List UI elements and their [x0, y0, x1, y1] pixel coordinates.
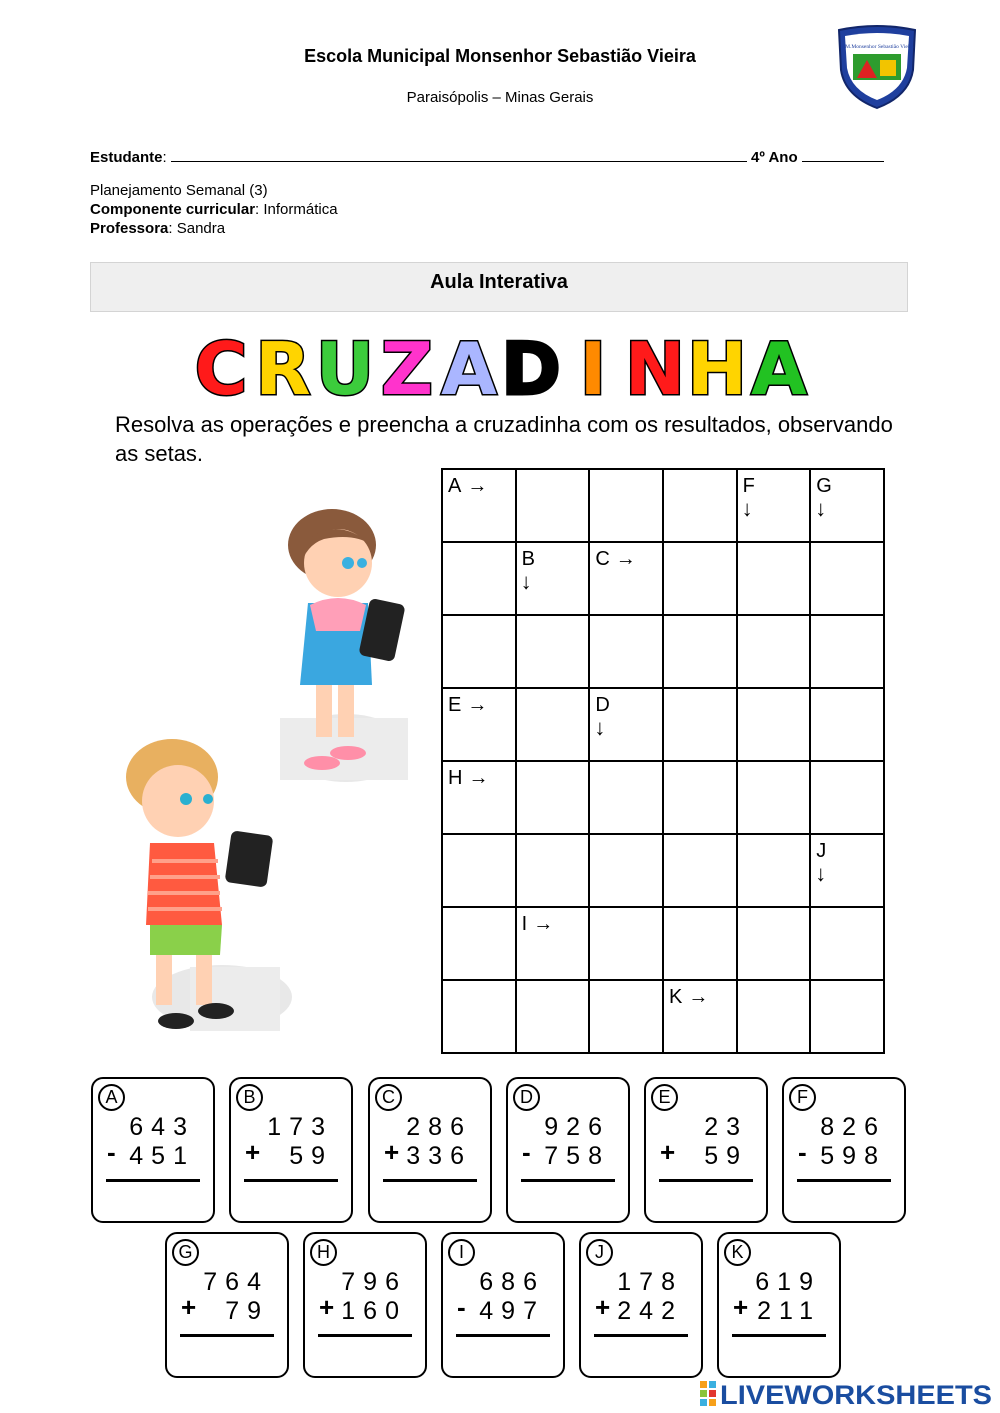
- operand-bottom: 497: [479, 1297, 545, 1325]
- clue-marker: [669, 986, 708, 1008]
- operation-card-d: [506, 1077, 630, 1223]
- grid-cell[interactable]: [737, 542, 811, 615]
- operation-card-j: [579, 1232, 703, 1378]
- grid-cell[interactable]: [663, 907, 737, 980]
- grid-cell[interactable]: [442, 615, 516, 688]
- grid-cell-k[interactable]: [663, 980, 737, 1053]
- operand-bottom: 336: [406, 1142, 472, 1170]
- grid-cell[interactable]: [589, 907, 663, 980]
- brand-text: LIVEWORKSHEETS: [720, 1380, 992, 1410]
- operand-top: 23: [704, 1113, 748, 1141]
- clue-label: F: [742, 475, 755, 497]
- operand-top: 286: [406, 1113, 472, 1141]
- grid-cell[interactable]: [516, 761, 590, 834]
- operand-top: 764: [203, 1268, 269, 1296]
- grid-cell[interactable]: [516, 834, 590, 907]
- school-crest-logo: [833, 24, 921, 110]
- result-line[interactable]: [797, 1179, 891, 1182]
- clue-label: A: [448, 475, 462, 497]
- operator-sign: +: [181, 1292, 197, 1322]
- clue-marker: [448, 767, 488, 789]
- operation-label-badge: H: [310, 1239, 337, 1266]
- clue-marker: [743, 475, 755, 519]
- operation-label-badge: I: [448, 1239, 475, 1266]
- clue-label: D: [595, 694, 610, 716]
- arrow-right-icon: →: [467, 475, 488, 497]
- operation-label-badge: B: [236, 1084, 263, 1111]
- component-line: Componente curricular: Informática: [90, 201, 338, 218]
- operation-label-badge: A: [98, 1084, 125, 1111]
- operation-card-a: [91, 1077, 215, 1223]
- result-line[interactable]: [383, 1179, 477, 1182]
- plan-label: Planejamento Semanal (3): [90, 182, 268, 199]
- grid-cell[interactable]: [663, 469, 737, 542]
- grid-cell[interactable]: [737, 907, 811, 980]
- grid-cell[interactable]: [516, 615, 590, 688]
- title-letter: D: [501, 330, 561, 404]
- teacher-label: Professora: [90, 220, 169, 237]
- arrow-right-icon: →: [688, 986, 709, 1008]
- clue-marker: [448, 475, 487, 497]
- crossword-grid: [441, 468, 885, 1054]
- result-line[interactable]: [180, 1334, 274, 1337]
- operand-top: 926: [544, 1113, 610, 1141]
- operation-card-k: [717, 1232, 841, 1378]
- grid-cell[interactable]: [442, 542, 516, 615]
- operand-bottom: 242: [617, 1297, 683, 1325]
- operation-label-badge: E: [651, 1084, 678, 1111]
- grid-cell-i[interactable]: [516, 907, 590, 980]
- student-line: Estudante: 4º Ano: [90, 147, 906, 166]
- grid-cell-h[interactable]: [442, 761, 516, 834]
- grid-cell[interactable]: [442, 907, 516, 980]
- grid-cell-j[interactable]: [810, 834, 884, 907]
- arrow-down-icon: ↓: [815, 496, 827, 521]
- grid-cell[interactable]: [737, 615, 811, 688]
- grid-cell[interactable]: [589, 834, 663, 907]
- grid-cell-a[interactable]: [442, 469, 516, 542]
- result-line[interactable]: [521, 1179, 615, 1182]
- grid-cell[interactable]: [442, 834, 516, 907]
- clue-marker: [522, 913, 554, 935]
- operation-label-badge: D: [513, 1084, 540, 1111]
- operand-bottom: 79: [225, 1297, 269, 1325]
- operation-card-f: [782, 1077, 906, 1223]
- operator-sign: -: [457, 1292, 466, 1322]
- grid-cell[interactable]: [810, 688, 884, 761]
- grid-cell-c[interactable]: [589, 542, 663, 615]
- grid-cell-f[interactable]: [737, 469, 811, 542]
- grid-cell[interactable]: [442, 980, 516, 1053]
- grid-cell[interactable]: [737, 688, 811, 761]
- title-letter: N: [624, 330, 686, 404]
- operation-card-c: [368, 1077, 492, 1223]
- operand-bottom: 59: [289, 1142, 333, 1170]
- result-line[interactable]: [732, 1334, 826, 1337]
- arrow-right-icon: →: [468, 767, 489, 789]
- arrow-right-icon: →: [615, 548, 636, 570]
- operator-sign: -: [798, 1137, 807, 1167]
- result-line[interactable]: [456, 1334, 550, 1337]
- grid-cell[interactable]: [589, 469, 663, 542]
- liveworksheets-logo: [700, 1376, 1000, 1410]
- result-line[interactable]: [244, 1179, 338, 1182]
- operation-card-h: [303, 1232, 427, 1378]
- operand-top: 826: [820, 1113, 886, 1141]
- operator-sign: +: [245, 1137, 261, 1167]
- grid-cell[interactable]: [663, 542, 737, 615]
- clue-marker: [522, 548, 535, 592]
- clue-label: J: [816, 840, 827, 862]
- title-letter: A: [751, 330, 807, 404]
- grid-cell[interactable]: [663, 761, 737, 834]
- grid-cell[interactable]: [810, 542, 884, 615]
- operand-bottom: 160: [341, 1297, 407, 1325]
- year-blank[interactable]: [802, 147, 884, 162]
- operand-bottom: 59: [704, 1142, 748, 1170]
- grid-cell[interactable]: [810, 980, 884, 1053]
- clue-marker: [816, 840, 826, 884]
- grid-cell[interactable]: [737, 980, 811, 1053]
- arrow-right-icon: →: [467, 694, 488, 716]
- title-letter: C: [194, 330, 248, 404]
- arrow-down-icon: ↓: [741, 496, 753, 521]
- operand-bottom: 451: [129, 1142, 195, 1170]
- clue-label: E: [448, 694, 462, 716]
- grid-cell-e[interactable]: [442, 688, 516, 761]
- title-letter: Z: [380, 330, 434, 404]
- grid-cell[interactable]: [663, 688, 737, 761]
- teacher-value: Sandra: [176, 220, 226, 237]
- operator-sign: +: [660, 1137, 676, 1167]
- title-letter: H: [686, 330, 748, 404]
- operand-top: 619: [755, 1268, 821, 1296]
- student-label: Estudante: [90, 149, 163, 166]
- grid-cell[interactable]: [663, 834, 737, 907]
- grid-cell[interactable]: [589, 615, 663, 688]
- clue-label: I: [521, 913, 528, 935]
- clue-label: G: [816, 475, 832, 497]
- clue-marker: [595, 548, 635, 570]
- operator-sign: +: [319, 1292, 335, 1322]
- grid-cell[interactable]: [737, 834, 811, 907]
- operation-label-badge: K: [724, 1239, 751, 1266]
- operation-label-badge: C: [375, 1084, 402, 1111]
- operand-top: 178: [617, 1268, 683, 1296]
- grid-cell[interactable]: [516, 469, 590, 542]
- operation-card-i: [441, 1232, 565, 1378]
- grid-cell-g[interactable]: [810, 469, 884, 542]
- instructions: Resolva as operações e preencha a cruzadinha com os resultados, observando as setas.: [115, 412, 893, 466]
- arrow-down-icon: ↓: [815, 861, 827, 886]
- component-value: Informática: [263, 201, 338, 218]
- clue-marker: [816, 475, 832, 519]
- clue-marker: [595, 694, 609, 738]
- grid-cell[interactable]: [810, 615, 884, 688]
- arrow-down-icon: ↓: [520, 569, 532, 594]
- teacher-line: Professora: Sandra: [90, 220, 226, 237]
- operator-sign: +: [595, 1292, 611, 1322]
- cruzadinha-title: [190, 330, 810, 404]
- operation-card-b: [229, 1077, 353, 1223]
- operator-sign: -: [522, 1137, 531, 1167]
- operation-card-g: [165, 1232, 289, 1378]
- clue-label: C: [595, 548, 610, 570]
- title-letter: A: [441, 330, 497, 404]
- school-city: Paraisópolis – Minas Gerais: [406, 89, 594, 106]
- student-name-blank[interactable]: [171, 147, 747, 162]
- operation-label-badge: G: [172, 1239, 199, 1266]
- operation-card-e: [644, 1077, 768, 1223]
- operator-sign: -: [107, 1137, 116, 1167]
- result-line[interactable]: [594, 1334, 688, 1337]
- clue-marker: [448, 694, 487, 716]
- operand-top: 796: [341, 1268, 407, 1296]
- title-letter: U: [315, 330, 375, 404]
- operator-sign: +: [384, 1137, 400, 1167]
- operand-top: 643: [129, 1113, 195, 1141]
- clue-label: B: [521, 548, 535, 570]
- grid-cell[interactable]: [810, 907, 884, 980]
- operation-label-badge: J: [586, 1239, 613, 1266]
- grid-cell-b[interactable]: [516, 542, 590, 615]
- grid-cell[interactable]: [737, 761, 811, 834]
- title-letter: I: [579, 330, 607, 404]
- operand-top: 686: [479, 1268, 545, 1296]
- operand-bottom: 211: [757, 1297, 821, 1325]
- clue-label: K: [668, 986, 683, 1008]
- grid-cell[interactable]: [663, 615, 737, 688]
- operator-sign: +: [733, 1292, 749, 1322]
- operand-bottom: 758: [544, 1142, 610, 1170]
- clue-label: H: [448, 767, 463, 789]
- grid-cell[interactable]: [589, 761, 663, 834]
- component-label: Componente curricular: [90, 201, 256, 218]
- grid-cell[interactable]: [516, 980, 590, 1053]
- result-line[interactable]: [659, 1179, 753, 1182]
- lesson-banner: Aula Interativa: [90, 262, 908, 312]
- grid-cell[interactable]: [516, 688, 590, 761]
- school-name: Escola Municipal Monsenhor Sebastião Vieira: [304, 46, 696, 66]
- operand-top: 173: [267, 1113, 333, 1141]
- result-line[interactable]: [318, 1334, 412, 1337]
- result-line[interactable]: [106, 1179, 200, 1182]
- title-letter: R: [255, 330, 311, 404]
- grid-cell[interactable]: [589, 980, 663, 1053]
- operation-label-badge: F: [789, 1084, 816, 1111]
- operand-bottom: 598: [820, 1142, 886, 1170]
- crest-text: E.M.Monsenhor Sebastião Vieira: [840, 44, 914, 50]
- arrow-right-icon: →: [533, 913, 554, 935]
- arrow-down-icon: ↓: [594, 715, 606, 740]
- children-with-tablets-illustration: [110, 505, 420, 1040]
- year-label: 4º Ano: [751, 149, 798, 166]
- grid-cell[interactable]: [810, 761, 884, 834]
- grid-cell-d[interactable]: [589, 688, 663, 761]
